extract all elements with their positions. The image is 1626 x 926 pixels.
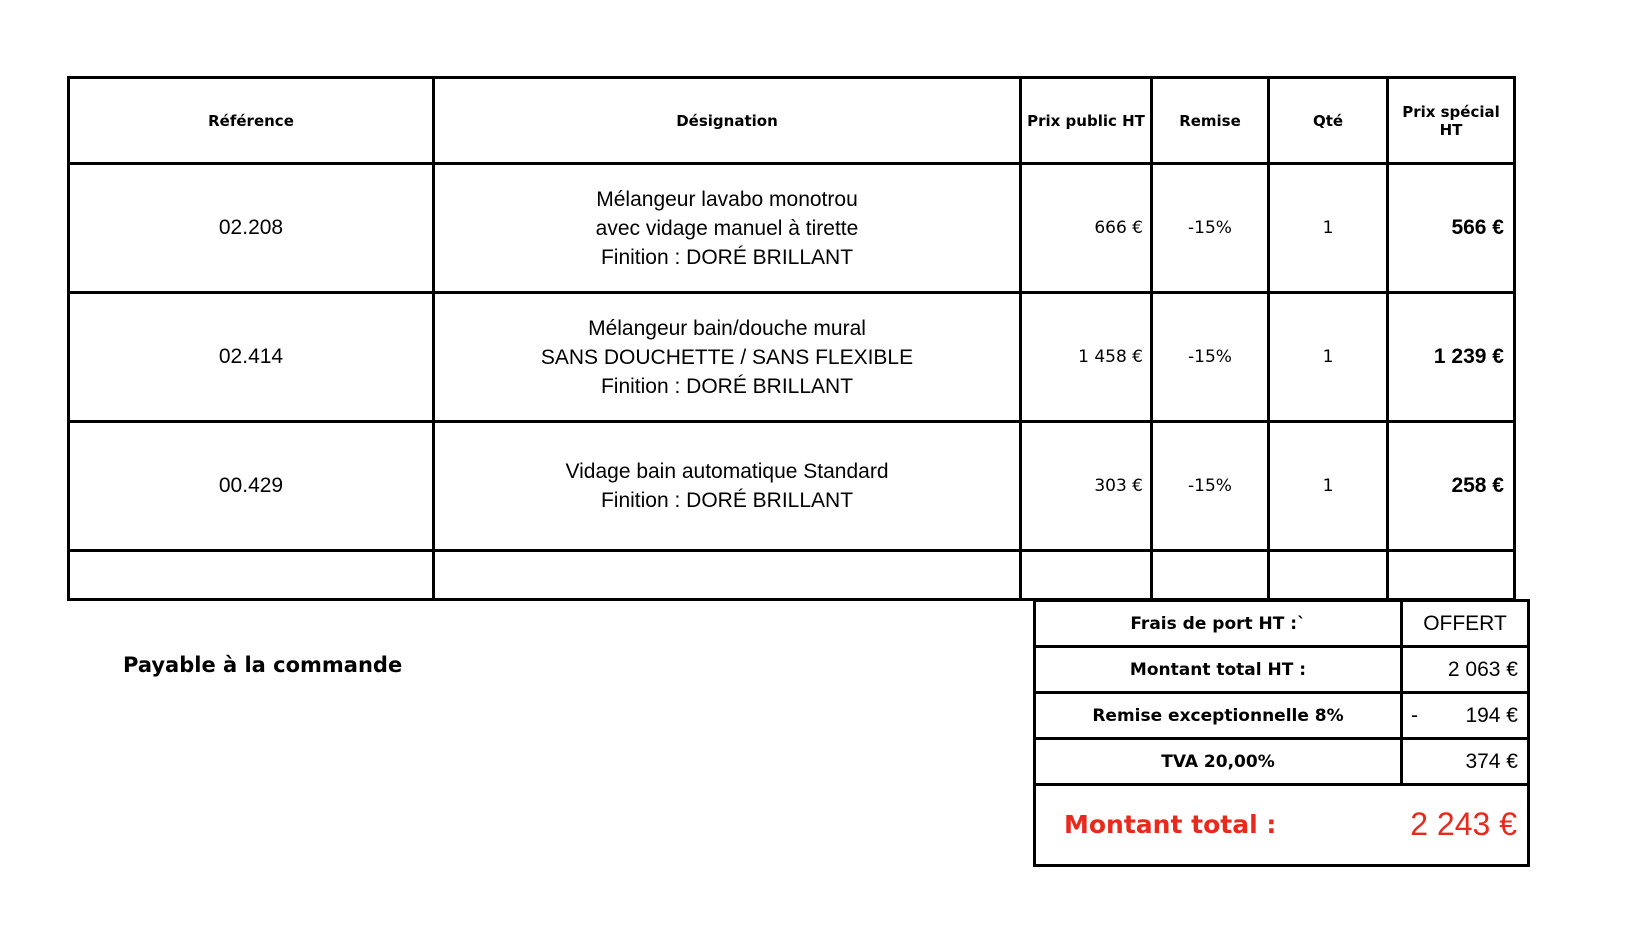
row-discount: -15%	[1152, 293, 1269, 422]
designation-line: avec vidage manuel à tirette	[595, 216, 859, 240]
header-discount: Remise	[1152, 78, 1269, 164]
grand-total-row	[1035, 785, 1529, 866]
header-reference: Référence	[69, 78, 434, 164]
row-qty: 1	[1269, 422, 1388, 551]
vat-row	[1035, 739, 1529, 785]
table-row	[69, 164, 1515, 293]
designation-line: Mélangeur lavabo monotrou	[596, 187, 858, 211]
subtotal-value: 2 063 €	[1402, 647, 1529, 693]
row-special-price: 258 €	[1388, 422, 1515, 551]
exceptional-discount-label: Remise exceptionnelle 8%	[1035, 693, 1402, 739]
header-designation: Désignation	[434, 78, 1021, 164]
row-discount: -15%	[1152, 422, 1269, 551]
row-designation	[434, 293, 1021, 422]
row-designation	[434, 422, 1021, 551]
subtotal-row	[1035, 647, 1529, 693]
empty-cell	[434, 551, 1021, 600]
row-qty: 1	[1269, 164, 1388, 293]
shipping-label: Frais de port HT :`	[1035, 601, 1402, 647]
totals-table	[1033, 599, 1530, 867]
row-discount: -15%	[1152, 164, 1269, 293]
subtotal-label: Montant total HT :	[1035, 647, 1402, 693]
empty-cell	[1021, 551, 1152, 600]
quote-table	[67, 76, 1516, 601]
vat-label: TVA 20,00%	[1035, 739, 1402, 785]
row-public-price: 666 €	[1021, 164, 1152, 293]
grand-total-cell	[1035, 785, 1529, 866]
designation-line: Mélangeur bain/douche mural	[588, 316, 866, 340]
row-public-price: 1 458 €	[1021, 293, 1152, 422]
header-qty: Qté	[1269, 78, 1388, 164]
shipping-row	[1035, 601, 1529, 647]
empty-cell	[1388, 551, 1515, 600]
row-reference: 00.429	[69, 422, 434, 551]
grand-total-value: 2 243 €	[1410, 806, 1517, 842]
row-public-price: 303 €	[1021, 422, 1152, 551]
shipping-value: OFFERT	[1402, 601, 1529, 647]
row-designation	[434, 164, 1021, 293]
exceptional-discount-cell	[1402, 693, 1529, 739]
empty-cell	[69, 551, 434, 600]
designation-line: Vidage bain automatique Standard	[565, 460, 889, 483]
header-row	[69, 78, 1515, 164]
table-row	[69, 422, 1515, 551]
row-reference: 02.414	[69, 293, 434, 422]
row-qty: 1	[1269, 293, 1388, 422]
minus-sign: -	[1411, 703, 1418, 727]
vat-value: 374 €	[1402, 739, 1529, 785]
empty-row	[69, 551, 1515, 600]
grand-total-label: Montant total :	[1064, 810, 1277, 839]
row-special-price: 1 239 €	[1388, 293, 1515, 422]
row-special-price: 566 €	[1388, 164, 1515, 293]
payment-note: Payable à la commande	[123, 653, 403, 677]
designation-line: Finition : DORÉ BRILLANT	[600, 374, 854, 398]
exceptional-discount-value: 194 €	[1465, 703, 1518, 727]
empty-cell	[1152, 551, 1269, 600]
designation-line: Finition : DORÉ BRILLANT	[600, 245, 854, 269]
exceptional-discount-row	[1035, 693, 1529, 739]
designation-line: SANS DOUCHETTE / SANS FLEXIBLE	[540, 345, 914, 369]
empty-cell	[1269, 551, 1388, 600]
row-reference: 02.208	[69, 164, 434, 293]
header-public-price: Prix public HT	[1021, 78, 1152, 164]
table-row	[69, 293, 1515, 422]
designation-line: Finition : DORÉ BRILLANT	[600, 489, 854, 512]
header-special-price: Prix spécial HT	[1388, 78, 1515, 164]
